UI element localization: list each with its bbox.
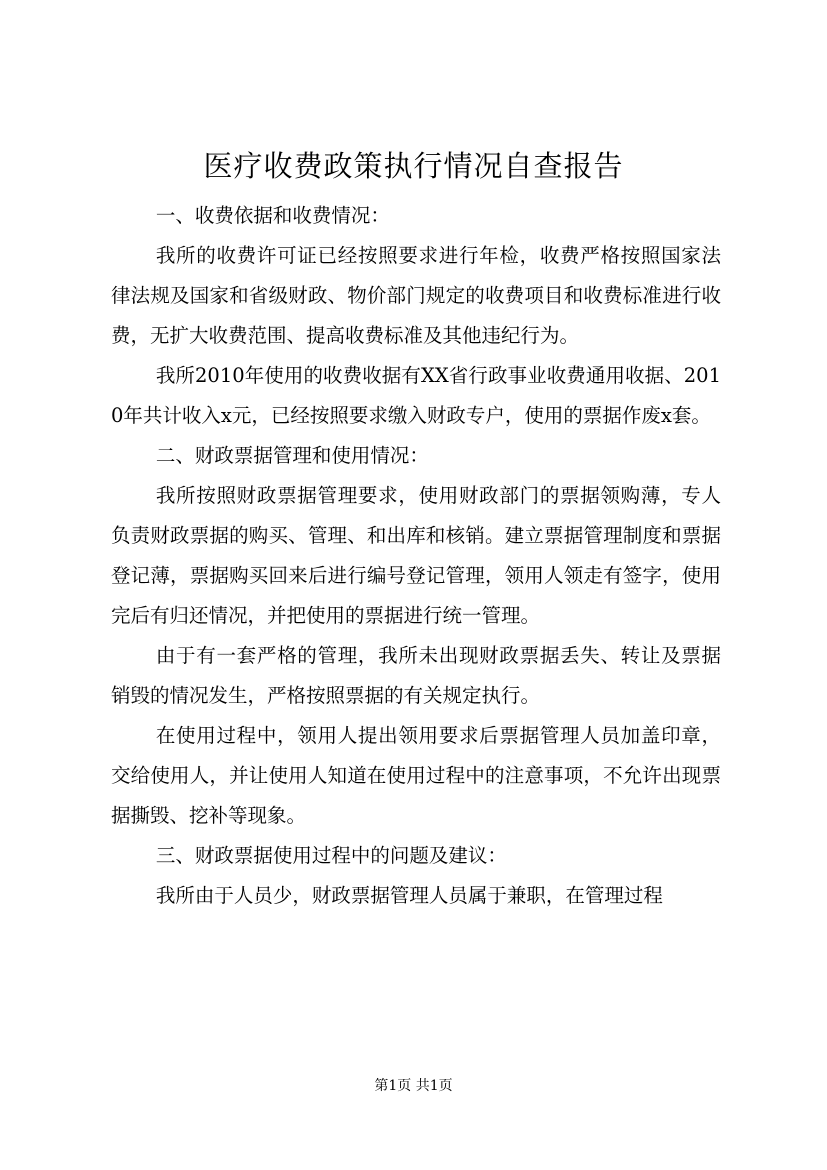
section-heading-3: 三、财政票据使用过程中的问题及建议： (155, 844, 507, 867)
page-number: 第1页 共1页 (374, 1078, 453, 1094)
paragraph: 我所的收费许可证已经按照要求进行年检，收费严格按照国家法律法规及国家和省级财政、物价部门规定的收费项目和收费标准进行收费，无扩大收费范围、提高收费标准及其他违纪行为。 (111, 244, 721, 347)
paragraph: 我所2010年使用的收费收据有XX省行政事业收费通用收据、2010年共计收入x元，已经按照要求缴入财政专户，使用的票据作废x套。 (111, 364, 721, 427)
section-heading-2: 二、财政票据管理和使用情况： (155, 444, 429, 467)
paragraph: 在使用过程中，领用人提出领用要求后票据管理人员加盖印章，交给使用人，并让使用人知道在使用过程中的注意事项，不允许出现票据撕毁、挖补等现象。 (111, 724, 721, 827)
document-body (111, 196, 721, 916)
paragraph: 我所由于人员少，财政票据管理人员属于兼职，在管理过程 (155, 884, 663, 907)
document-title: 医疗收费政策执行情况自查报告 (203, 149, 624, 183)
paragraph: 由于有一套严格的管理，我所未出现财政票据丢失、转让及票据销毁的情况发生，严格按照票据的有关规定执行。 (111, 644, 721, 707)
section-heading-1: 一、收费依据和收费情况： (155, 204, 390, 227)
paragraph: 我所按照财政票据管理要求，使用财政部门的票据领购薄，专人负责财政票据的购买、管理、和出库和核销。建立票据管理制度和票据登记薄，票据购买回来后进行编号登记管理，领用人领走有签字，使用完后有归还情况，并把使用的票据进行统一管理。 (111, 484, 721, 627)
